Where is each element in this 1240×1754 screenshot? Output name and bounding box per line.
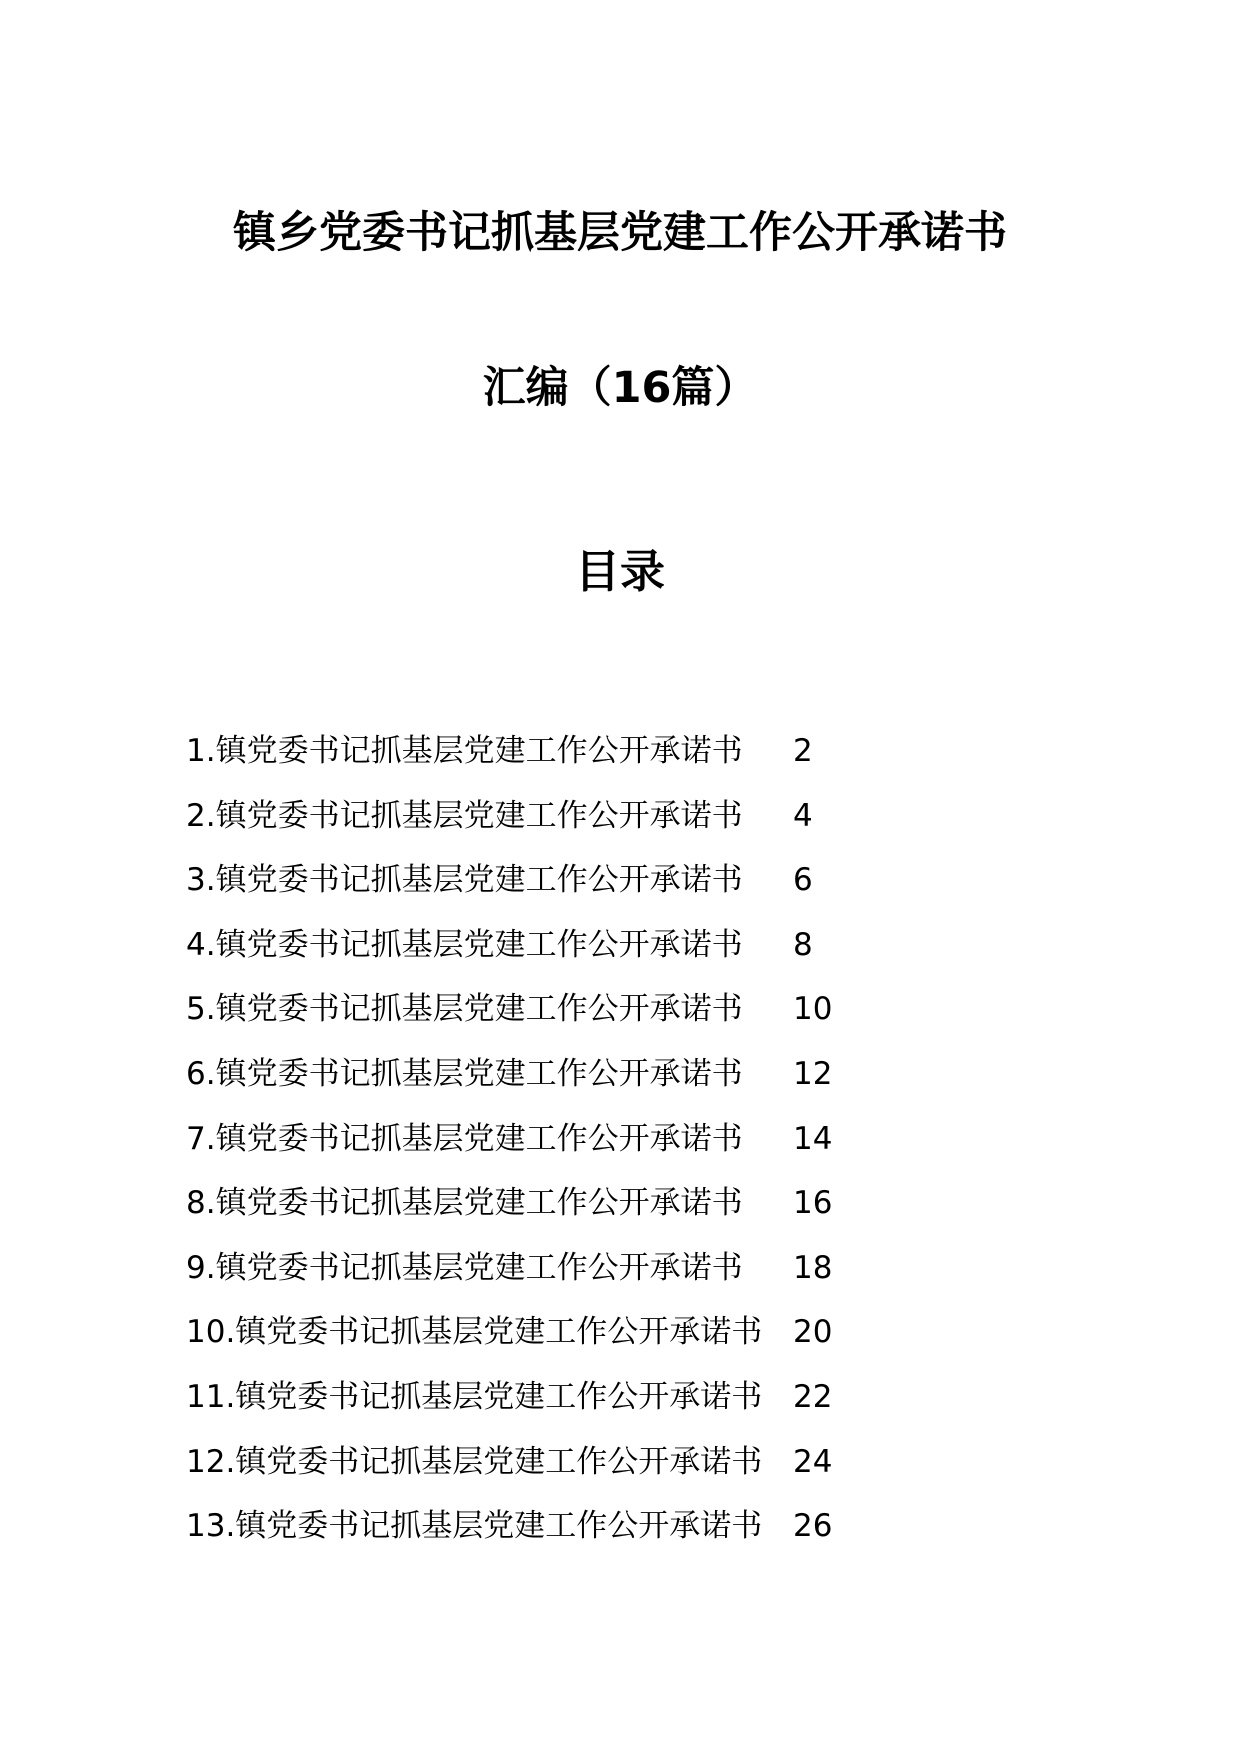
toc-entry[interactable]	[186, 1440, 846, 1505]
toc-entry-label: 9.镇党委书记抓基层党建工作公开承诺书	[186, 1249, 743, 1286]
toc-entry[interactable]	[186, 987, 846, 1052]
toc-entry[interactable]	[186, 1052, 846, 1117]
toc-entry-label: 6.镇党委书记抓基层党建工作公开承诺书	[186, 1055, 743, 1092]
toc-entry-label: 8.镇党委书记抓基层党建工作公开承诺书	[186, 1185, 743, 1222]
toc-entry-label: 13.镇党委书记抓基层党建工作公开承诺书	[186, 1508, 763, 1545]
toc-entry-label: 11.镇党委书记抓基层党建工作公开承诺书	[186, 1378, 763, 1415]
toc-entry-page: 8	[793, 926, 813, 963]
toc-entry[interactable]	[186, 923, 846, 988]
toc-entry[interactable]	[186, 794, 846, 859]
document-title: 镇乡党委书记抓基层党建工作公开承诺书	[233, 208, 1007, 258]
toc-entry[interactable]	[186, 1117, 846, 1182]
toc-entry-label: 2.镇党委书记抓基层党建工作公开承诺书	[186, 797, 743, 834]
toc-entry-label: 10.镇党委书记抓基层党建工作公开承诺书	[186, 1314, 763, 1351]
toc-entry-page: 12	[793, 1055, 833, 1092]
toc-entry-label: 12.镇党委书记抓基层党建工作公开承诺书	[186, 1443, 763, 1480]
toc-list	[186, 729, 846, 1569]
toc-entry-page: 14	[793, 1120, 833, 1157]
toc-entry-page: 18	[793, 1249, 833, 1286]
toc-entry-label: 1.镇党委书记抓基层党建工作公开承诺书	[186, 733, 743, 769]
toc-entry[interactable]	[186, 1181, 846, 1246]
toc-entry-page: 6	[793, 862, 813, 899]
toc-entry-label: 4.镇党委书记抓基层党建工作公开承诺书	[186, 926, 743, 963]
document-subtitle: 汇编（16篇）	[482, 363, 758, 413]
toc-entry-page: 4	[793, 797, 813, 834]
toc-entry[interactable]	[186, 729, 846, 794]
toc-entry[interactable]	[186, 1246, 846, 1311]
toc-heading: 目录	[574, 545, 665, 598]
toc-entry-page: 16	[793, 1185, 833, 1222]
toc-entry-page: 10	[793, 991, 833, 1028]
toc-entry-page: 22	[793, 1378, 833, 1415]
toc-entry[interactable]	[186, 1375, 846, 1440]
toc-entry-page: 20	[793, 1314, 833, 1351]
toc-entry-label: 7.镇党委书记抓基层党建工作公开承诺书	[186, 1120, 743, 1157]
toc-entry-page: 26	[793, 1508, 833, 1545]
toc-entry[interactable]	[186, 858, 846, 923]
toc-entry[interactable]	[186, 1310, 846, 1375]
toc-entry-label: 3.镇党委书记抓基层党建工作公开承诺书	[186, 862, 743, 899]
toc-entry[interactable]	[186, 1504, 846, 1569]
toc-entry-page: 24	[793, 1443, 833, 1480]
toc-entry-page: 2	[793, 733, 813, 769]
toc-entry-label: 5.镇党委书记抓基层党建工作公开承诺书	[186, 991, 743, 1028]
